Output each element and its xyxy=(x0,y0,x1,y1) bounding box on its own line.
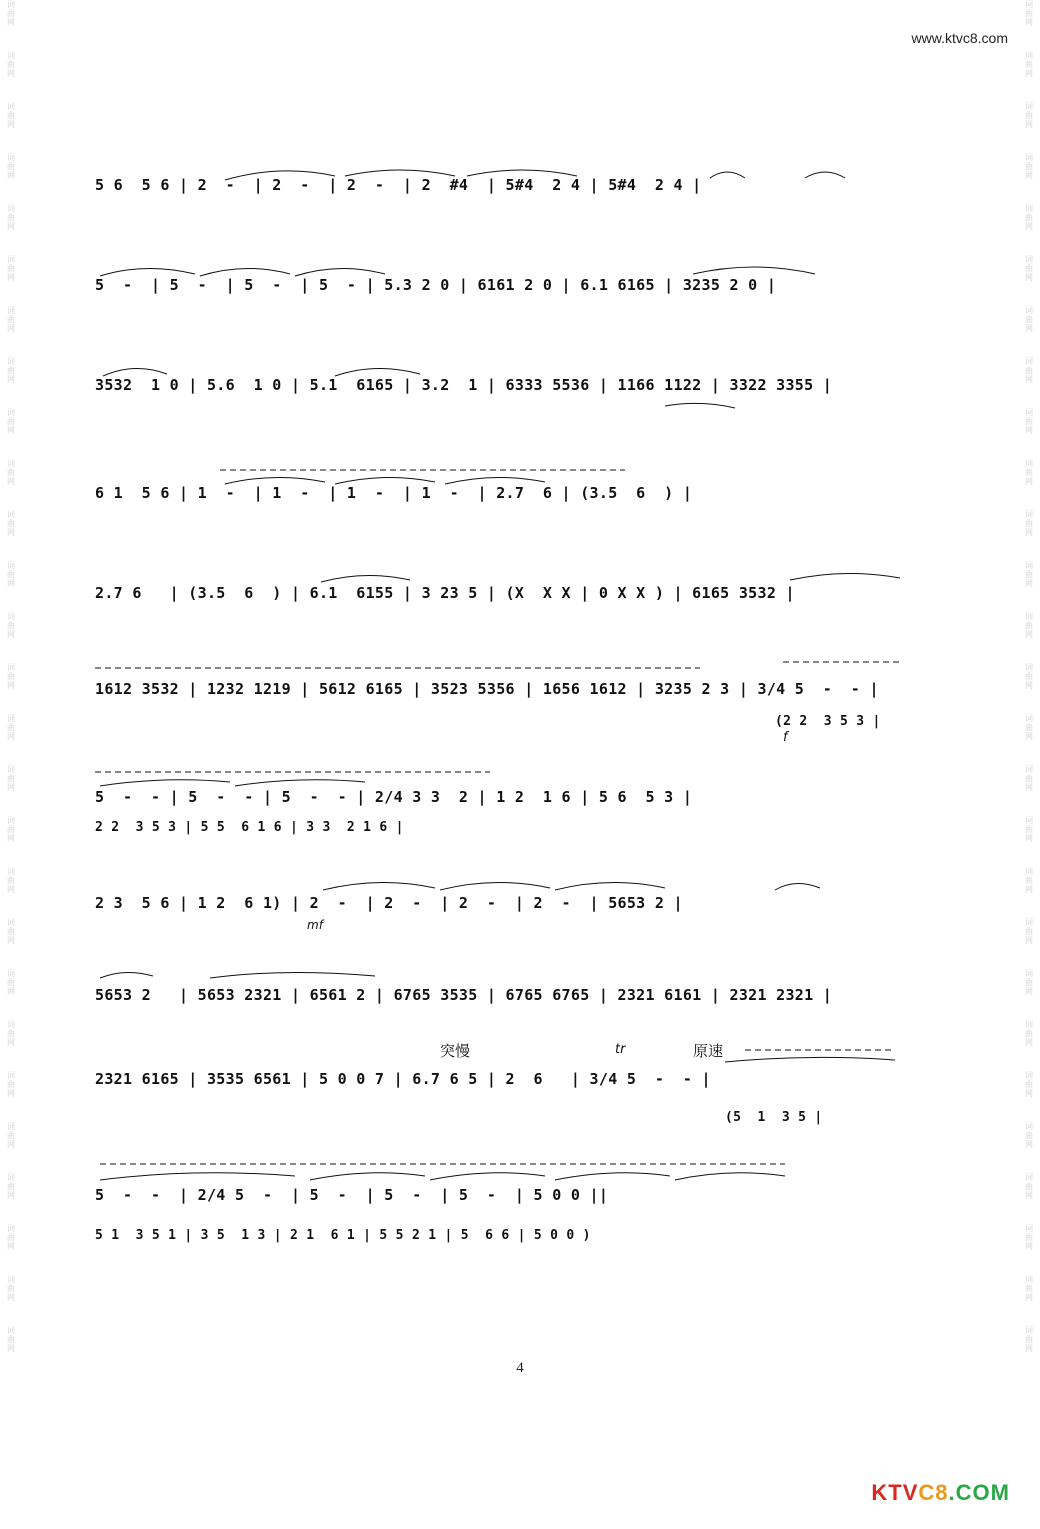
score-row-3 xyxy=(95,350,915,458)
watermark-mark: 词曲网 xyxy=(1025,459,1033,486)
watermark-mark: 词曲网 xyxy=(1025,1224,1033,1251)
watermark-mark: 词曲网 xyxy=(7,51,15,78)
watermark-mark: 词曲网 xyxy=(1025,714,1033,741)
score-row-4 xyxy=(95,458,915,556)
dynamic-mark: mf xyxy=(307,918,323,932)
watermark-mark: 词曲网 xyxy=(7,1224,15,1251)
watermark-mark: 词曲网 xyxy=(1025,408,1033,435)
notation-line: 5 - | 5 - | 5 - | 5 - | 5.3 2 0 | 6161 2 0 | 6.1 6165 | 3235 2 0 | xyxy=(95,276,777,294)
watermark-mark: 词曲网 xyxy=(7,408,15,435)
watermark-mark: 词曲网 xyxy=(1025,0,1033,27)
watermark-mark: 词曲网 xyxy=(7,255,15,282)
watermark-mark: 词曲网 xyxy=(1025,612,1033,639)
watermark-mark: 词曲网 xyxy=(7,153,15,180)
watermark-mark: 词曲网 xyxy=(1025,867,1033,894)
site-url[interactable]: www.ktvc8.com xyxy=(911,30,1008,46)
watermark-mark: 词曲网 xyxy=(7,561,15,588)
notation-line: 2 3 5 6 | 1 2 6 1) | 2 - | 2 - | 2 - | 2 - | 5653 2 | xyxy=(95,894,683,912)
logo-ktv: KTV xyxy=(871,1480,919,1505)
logo-com: .COM xyxy=(948,1480,1010,1505)
watermark-mark: 词曲网 xyxy=(7,663,15,690)
accompaniment-line: (2 2 3 5 3 | xyxy=(775,714,881,729)
watermark-mark: 词曲网 xyxy=(7,969,15,996)
notation-line: 6 1 5 6 | 1 - | 1 - | 1 - | 1 - | 2.7 6 | (3.5 6 ) | xyxy=(95,484,693,502)
score-row-1 xyxy=(95,150,915,250)
accompaniment-line: 5 1 3 5 1 | 3 5 1 3 | 2 1 6 1 | 5 5 2 1 | 5 6 6 | 5 0 0 ) xyxy=(95,1228,591,1243)
watermark-mark: 词曲网 xyxy=(1025,1071,1033,1098)
watermark-mark: 词曲网 xyxy=(1025,153,1033,180)
watermark-mark: 词曲网 xyxy=(1025,969,1033,996)
notation-line: 5653 2 | 5653 2321 | 6561 2 | 6765 3535 | 6765 6765 | 2321 6161 | 2321 2321 | xyxy=(95,986,833,1004)
watermark-mark: 词曲网 xyxy=(7,1326,15,1353)
watermark-mark: 词曲网 xyxy=(1025,1020,1033,1047)
watermark-mark: 词曲网 xyxy=(7,1275,15,1302)
score-row-5 xyxy=(95,556,915,658)
notation-line: 5 6 5 6 | 2 - | 2 - | 2 - | 2 #4 | 5#4 2 4 | 5#4 2 4 | xyxy=(95,176,702,194)
notation-line: 5 - - | 2/4 5 - | 5 - | 5 - | 5 - | 5 0 0 || xyxy=(95,1186,609,1204)
watermark-mark: 词曲网 xyxy=(7,1071,15,1098)
score-row-6 xyxy=(95,658,915,768)
score-row-2 xyxy=(95,250,915,350)
watermark-mark: 词曲网 xyxy=(7,306,15,333)
watermark-mark: 词曲网 xyxy=(1025,918,1033,945)
score-row-11 xyxy=(95,1156,915,1276)
score-row-10 xyxy=(95,1036,915,1156)
notation-line: 1612 3532 | 1232 1219 | 5612 6165 | 3523 5356 | 1656 1612 | 3235 2 3 | 3/4 5 - - | xyxy=(95,680,879,698)
watermark-mark: 词曲网 xyxy=(7,867,15,894)
watermark-mark: 词曲网 xyxy=(7,1122,15,1149)
watermark-mark: 词曲网 xyxy=(7,459,15,486)
score-row-7 xyxy=(95,768,915,872)
watermark-mark: 词曲网 xyxy=(1025,1122,1033,1149)
watermark-mark: 词曲网 xyxy=(1025,357,1033,384)
trill-mark: tr xyxy=(615,1042,626,1057)
watermark-mark: 词曲网 xyxy=(7,918,15,945)
page-number: 4 xyxy=(516,1360,524,1376)
notation-line: 3532 1 0 | 5.6 1 0 | 5.1 6165 | 3.2 1 | 6333 5536 | 1166 1122 | 3322 3355 | xyxy=(95,376,833,394)
watermark-mark: 词曲网 xyxy=(7,816,15,843)
watermark-mark: 词曲网 xyxy=(1025,663,1033,690)
watermark-mark: 词曲网 xyxy=(1025,561,1033,588)
tempo-mark-original: 原速 xyxy=(693,1042,724,1060)
watermark-mark: 词曲网 xyxy=(7,765,15,792)
logo-c8: C8 xyxy=(918,1480,949,1505)
watermark-mark: 词曲网 xyxy=(1025,306,1033,333)
accompaniment-line: (5 1 3 5 | xyxy=(725,1110,823,1125)
notation-line: 2.7 6 | (3.5 6 ) | 6.1 6155 | 3 23 5 | (X X X | 0 X X ) | 6165 3532 | xyxy=(95,584,795,602)
watermark-mark: 词曲网 xyxy=(7,1173,15,1200)
notation-line: 2321 6165 | 3535 6561 | 5 0 0 7 | 6.7 6 5 | 2 6 | 3/4 5 - - | xyxy=(95,1070,711,1088)
ktvc8-logo xyxy=(871,1480,1010,1506)
watermark-mark: 词曲网 xyxy=(7,102,15,129)
watermark-mark: 词曲网 xyxy=(1025,816,1033,843)
watermark-mark: 词曲网 xyxy=(1025,255,1033,282)
watermark-mark: 词曲网 xyxy=(7,714,15,741)
dynamic-mark: f xyxy=(783,730,788,745)
tempo-mark-slow: 突慢 xyxy=(440,1042,471,1060)
notation-line: 5 - - | 5 - - | 5 - - | 2/4 3 3 2 | 1 2 1 6 | 5 6 5 3 | xyxy=(95,788,693,806)
watermark-mark: 词曲网 xyxy=(1025,1173,1033,1200)
watermark-mark: 词曲网 xyxy=(7,612,15,639)
watermark-mark: 词曲网 xyxy=(1025,1326,1033,1353)
watermark-mark: 词曲网 xyxy=(7,1020,15,1047)
watermark-mark: 词曲网 xyxy=(1025,102,1033,129)
left-watermark-strip xyxy=(0,0,22,1529)
score-row-9 xyxy=(95,964,915,1036)
right-watermark-strip xyxy=(1018,0,1040,1529)
watermark-mark: 词曲网 xyxy=(7,0,15,27)
accompaniment-line: 2 2 3 5 3 | 5 5 6 1 6 | 3 3 2 1 6 | xyxy=(95,820,404,835)
score-row-8 xyxy=(95,872,915,964)
watermark-mark: 词曲网 xyxy=(1025,204,1033,231)
watermark-mark: 词曲网 xyxy=(7,510,15,537)
watermark-mark: 词曲网 xyxy=(1025,510,1033,537)
watermark-mark: 词曲网 xyxy=(1025,765,1033,792)
watermark-mark: 词曲网 xyxy=(7,357,15,384)
watermark-mark: 词曲网 xyxy=(1025,1275,1033,1302)
watermark-mark: 词曲网 xyxy=(1025,51,1033,78)
watermark-mark: 词曲网 xyxy=(7,204,15,231)
